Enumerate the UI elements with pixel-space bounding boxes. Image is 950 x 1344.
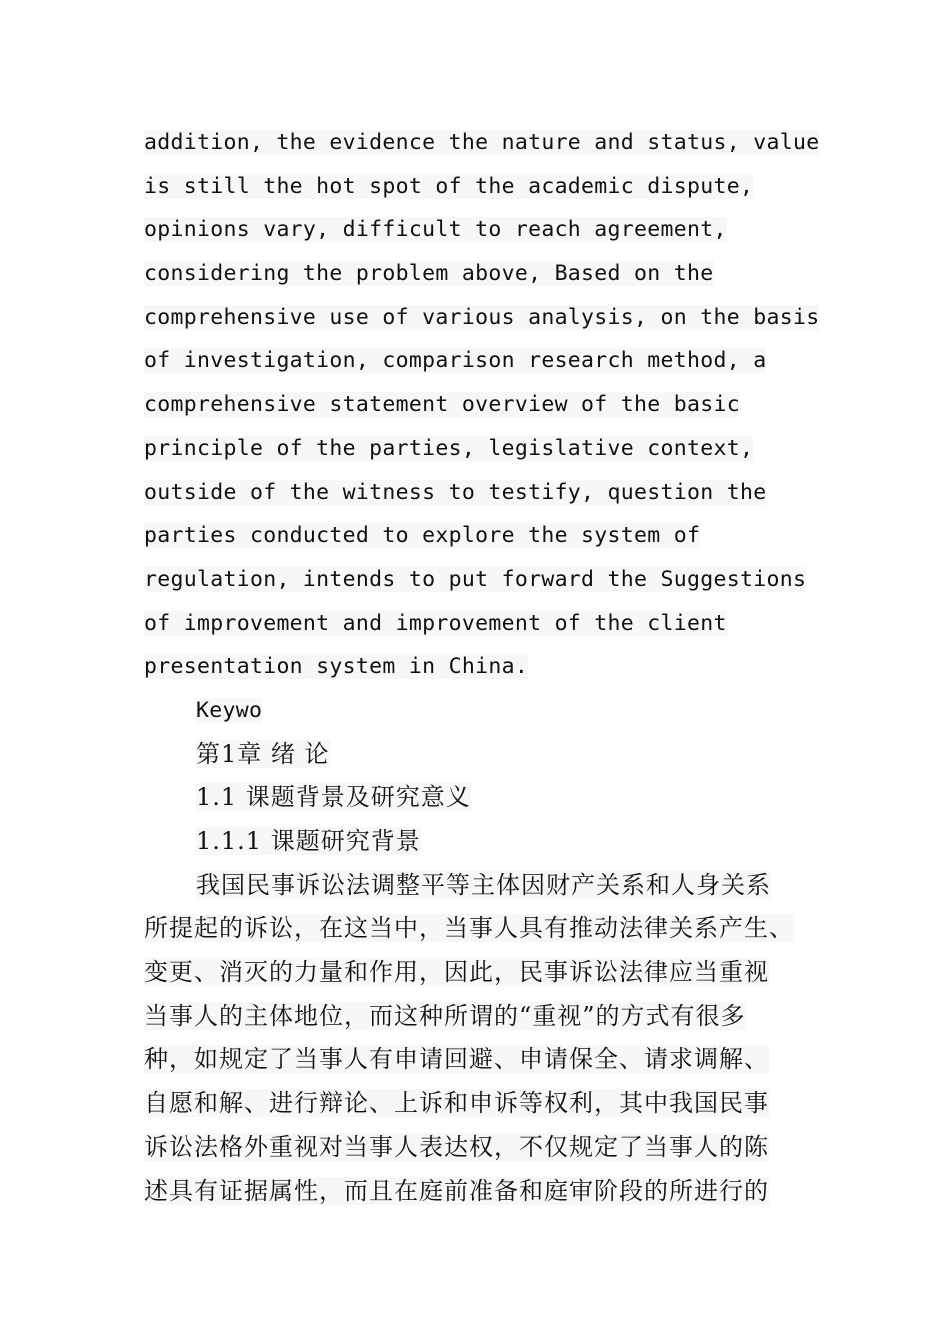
subsection-heading	[144, 820, 824, 864]
body-text: 述具有证据属性，而且在庭前准备和庭审阶段的所进行的	[144, 1176, 769, 1205]
abstract-text: is still the hot spot of the academic dispute,	[144, 173, 754, 199]
abstract-text: parties conducted to explore the system of	[144, 523, 701, 549]
section-heading-text: 1.1 课题背景及研究意义	[196, 783, 471, 812]
abstract-text: opinions vary, difficult to reach agreement,	[144, 217, 727, 243]
section-heading	[144, 776, 824, 820]
chapter-heading-text: 第1章 绪 论	[196, 739, 330, 768]
abstract-text: presentation system in China.	[144, 654, 529, 680]
abstract-line	[144, 514, 824, 558]
abstract-text: regulation, intends to put forward the Suggestions	[144, 566, 807, 592]
chapter-heading	[144, 733, 824, 777]
body-line	[144, 907, 824, 951]
abstract-line	[144, 121, 824, 165]
abstract-text: addition, the evidence the nature and status, value	[144, 130, 820, 155]
abstract-text: comprehensive use of various analysis, on the basis	[144, 304, 820, 330]
subsection-heading-text: 1.1.1 课题研究背景	[196, 827, 421, 855]
abstract-text: considering the problem above, Based on the	[144, 261, 714, 287]
body-line	[144, 1038, 824, 1082]
keywords-text: Keywo	[196, 697, 263, 723]
body-line	[144, 1082, 824, 1126]
abstract-text: of improvement and improvement of the client	[144, 610, 727, 636]
body-text: 我国民事诉讼法调整平等主体因财产关系和人身关系	[196, 870, 771, 899]
abstract-line	[144, 339, 824, 383]
abstract-line	[144, 645, 824, 689]
body-text: 所提起的诉讼，在这当中，当事人具有推动法律关系产生、	[144, 914, 794, 943]
body-line	[144, 995, 824, 1039]
body-text: 诉讼法格外重视对当事人表达权，不仅规定了当事人的陈	[144, 1132, 769, 1161]
body-text: 自愿和解、进行辩论、上诉和申诉等权利，其中我国民事	[144, 1089, 769, 1118]
abstract-line	[144, 208, 824, 252]
abstract-line	[144, 296, 824, 340]
abstract-line	[144, 471, 824, 515]
body-line	[144, 1170, 824, 1214]
abstract-line	[144, 383, 824, 427]
body-line	[144, 951, 824, 995]
abstract-text: principle of the parties, legislative context,	[144, 435, 754, 461]
body-line	[144, 864, 824, 908]
body-text: 当事人的主体地位，而这种所谓的“重视”的方式有很多	[144, 1001, 746, 1030]
body-line	[144, 1126, 824, 1170]
abstract-text: comprehensive statement overview of the basic	[144, 392, 740, 418]
body-text: 变更、消灭的力量和作用，因此，民事诉讼法律应当重视	[144, 958, 769, 987]
document-text	[144, 121, 824, 1213]
abstract-line	[144, 427, 824, 471]
abstract-line	[144, 558, 824, 602]
abstract-text: outside of the witness to testify, question the	[144, 479, 767, 505]
abstract-text: of investigation, comparison research method, a	[144, 348, 767, 374]
abstract-line	[144, 252, 824, 296]
keywords-label	[144, 689, 824, 733]
abstract-line	[144, 165, 824, 209]
body-text: 种，如规定了当事人有申请回避、申请保全、请求调解、	[144, 1045, 769, 1074]
abstract-line	[144, 602, 824, 646]
